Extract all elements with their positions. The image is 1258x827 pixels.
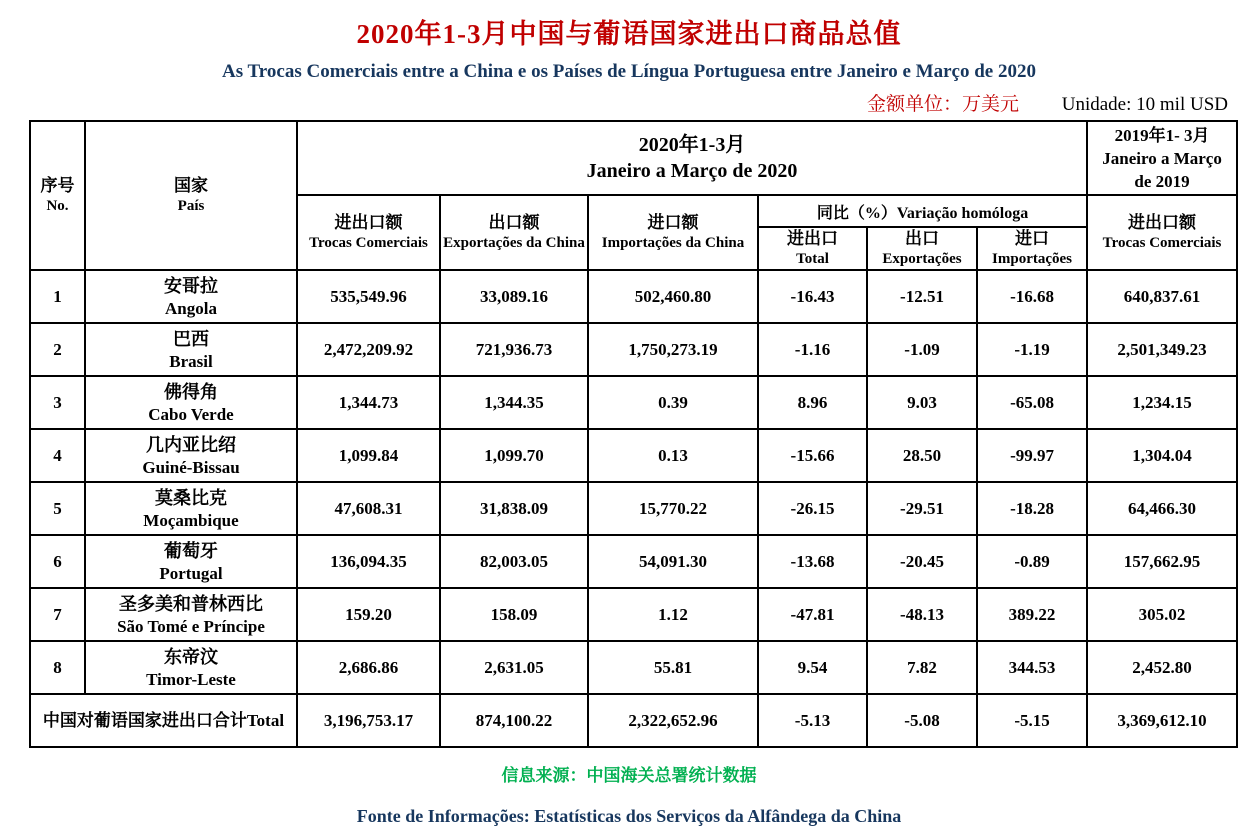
cell-yoy-imports: -65.08	[977, 376, 1087, 429]
cell-yoy-imports: -18.28	[977, 482, 1087, 535]
cell-trade-2019: 1,234.15	[1087, 376, 1237, 429]
cell-yoy-total: -13.68	[758, 535, 867, 588]
cell-yoy-imports: -0.89	[977, 535, 1087, 588]
cell-yoy-imports: -16.68	[977, 270, 1087, 323]
cell-yoy-exports: -5.08	[867, 694, 977, 747]
country-pt: Guiné-Bissau	[142, 457, 240, 477]
source-note-cn: 信息来源：中国海关总署统计数据	[501, 766, 757, 785]
col-header-trade-2020	[297, 195, 440, 270]
country-cn: 莫桑比克	[155, 487, 227, 508]
cell-exports: 33,089.16	[440, 270, 588, 323]
unit-line	[0, 89, 1258, 116]
cell-trade-2019: 1,304.04	[1087, 429, 1237, 482]
cell-exports: 2,631.05	[440, 641, 588, 694]
cell-trade-2019: 2,501,349.23	[1087, 323, 1237, 376]
cell-no: 1	[30, 270, 85, 323]
cell-trade: 136,094.35	[297, 535, 440, 588]
imports-pt: Importações da China	[601, 235, 745, 251]
page-subtitle: As Trocas Comerciais entre a China e os Países de Língua Portuguesa entre Janeiro e Março de 2020	[222, 61, 1036, 82]
cell-yoy-total: -1.16	[758, 323, 867, 376]
col-header-no	[30, 121, 85, 270]
cell-country	[85, 535, 297, 588]
cell-imports: 502,460.80	[588, 270, 758, 323]
unit-label-cn: 金额单位：万美元	[866, 94, 1019, 115]
country-cn: 葡萄牙	[164, 540, 218, 561]
table-row-angola	[30, 270, 1237, 323]
country-cn: 佛得角	[164, 381, 218, 402]
cell-imports: 0.39	[588, 376, 758, 429]
table-row-brasil	[30, 323, 1237, 376]
cell-total-label: 中国对葡语国家进出口合计Total	[30, 694, 297, 747]
cell-trade: 1,344.73	[297, 376, 440, 429]
cell-yoy-total: 9.54	[758, 641, 867, 694]
yoy-imports-cn: 进口	[1015, 229, 1050, 248]
cell-yoy-total: -15.66	[758, 429, 867, 482]
table-row-total	[30, 694, 1237, 747]
cell-exports: 874,100.22	[440, 694, 588, 747]
cell-trade-2019: 3,369,612.10	[1087, 694, 1237, 747]
table-row-sao-tome	[30, 588, 1237, 641]
cell-yoy-exports: -12.51	[867, 270, 977, 323]
country-pt: São Tomé e Príncipe	[117, 616, 265, 636]
country-pt: Portugal	[159, 563, 223, 583]
cell-exports: 1,099.70	[440, 429, 588, 482]
country-cn: 巴西	[173, 328, 209, 349]
cell-yoy-exports: 28.50	[867, 429, 977, 482]
cell-no: 5	[30, 482, 85, 535]
period-2019-line3: de 2019	[1134, 171, 1190, 191]
col-header-period-2019	[1087, 121, 1237, 195]
cell-country	[85, 270, 297, 323]
col-header-yoy-total	[758, 227, 867, 270]
cell-no: 6	[30, 535, 85, 588]
cell-yoy-total: -5.13	[758, 694, 867, 747]
cell-exports: 31,838.09	[440, 482, 588, 535]
table-row-timor-leste	[30, 641, 1237, 694]
cell-trade-2019: 640,837.61	[1087, 270, 1237, 323]
cell-imports: 1,750,273.19	[588, 323, 758, 376]
country-pt: Moçambique	[143, 510, 239, 530]
trade-2019-cn: 进出口额	[1128, 213, 1197, 232]
cell-no: 3	[30, 376, 85, 429]
cell-yoy-exports: 9.03	[867, 376, 977, 429]
yoy-total-pt: Total	[796, 251, 829, 267]
table-row-portugal	[30, 535, 1237, 588]
cell-trade: 2,686.86	[297, 641, 440, 694]
table-row-guine-bissau	[30, 429, 1237, 482]
cell-yoy-exports: -1.09	[867, 323, 977, 376]
cell-trade-2019: 305.02	[1087, 588, 1237, 641]
cell-yoy-exports: -20.45	[867, 535, 977, 588]
col-header-no-pt: No.	[46, 198, 69, 214]
cell-country	[85, 641, 297, 694]
cell-imports: 2,322,652.96	[588, 694, 758, 747]
col-header-yoy-imports	[977, 227, 1087, 270]
cell-trade: 159.20	[297, 588, 440, 641]
country-pt: Cabo Verde	[148, 404, 234, 424]
cell-exports: 158.09	[440, 588, 588, 641]
country-pt: Brasil	[169, 351, 213, 371]
exports-pt: Exportações da China	[443, 235, 585, 251]
table-row-mocambique	[30, 482, 1237, 535]
col-header-trade-2019	[1087, 195, 1237, 270]
trade-2019-pt: Trocas Comerciais	[1102, 235, 1222, 251]
cell-yoy-imports: -99.97	[977, 429, 1087, 482]
col-header-exports	[440, 195, 588, 270]
table-row-cabo-verde	[30, 376, 1237, 429]
cell-trade: 1,099.84	[297, 429, 440, 482]
col-header-yoy-exports	[867, 227, 977, 270]
unit-label-pt: Unidade: 10 mil USD	[1061, 94, 1228, 115]
trade-2020-pt: Trocas Comerciais	[309, 235, 428, 251]
period-2019-line2: Janeiro a Março	[1102, 148, 1222, 168]
yoy-exports-cn: 出口	[905, 229, 939, 248]
yoy-total-cn: 进出口	[787, 229, 838, 248]
col-header-yoy-group: 同比（%）Variação homóloga	[758, 195, 1087, 227]
country-cn: 安哥拉	[164, 275, 218, 296]
cell-trade: 2,472,209.92	[297, 323, 440, 376]
cell-exports: 82,003.05	[440, 535, 588, 588]
cell-yoy-total: 8.96	[758, 376, 867, 429]
cell-yoy-exports: -29.51	[867, 482, 977, 535]
cell-no: 2	[30, 323, 85, 376]
cell-yoy-imports: -5.15	[977, 694, 1087, 747]
imports-cn: 进口额	[647, 213, 699, 232]
country-pt: Timor-Leste	[146, 669, 236, 689]
country-cn: 圣多美和普林西比	[119, 593, 263, 614]
cell-imports: 15,770.22	[588, 482, 758, 535]
cell-imports: 55.81	[588, 641, 758, 694]
source-note-pt: Fonte de Informações: Estatísticas dos Serviços da Alfândega da China	[356, 806, 902, 826]
cell-imports: 1.12	[588, 588, 758, 641]
country-pt: Angola	[165, 298, 217, 318]
cell-trade: 3,196,753.17	[297, 694, 440, 747]
country-cn: 东帝汶	[164, 646, 218, 667]
cell-imports: 54,091.30	[588, 535, 758, 588]
header-row-1	[30, 121, 1237, 195]
cell-imports: 0.13	[588, 429, 758, 482]
cell-trade: 47,608.31	[297, 482, 440, 535]
trade-table	[29, 120, 1238, 748]
yoy-imports-pt: Importações	[992, 251, 1073, 267]
cell-yoy-imports: 389.22	[977, 588, 1087, 641]
col-header-country-pt: País	[177, 198, 205, 214]
cell-no: 4	[30, 429, 85, 482]
cell-yoy-imports: 344.53	[977, 641, 1087, 694]
col-header-country	[85, 121, 297, 270]
cell-yoy-exports: -48.13	[867, 588, 977, 641]
yoy-exports-pt: Exportações	[882, 251, 962, 267]
col-header-period-2020	[297, 121, 1087, 195]
cell-yoy-total: -26.15	[758, 482, 867, 535]
col-header-no-cn: 序号	[40, 176, 75, 195]
cell-country	[85, 588, 297, 641]
cell-yoy-imports: -1.19	[977, 323, 1087, 376]
cell-country	[85, 323, 297, 376]
cell-exports: 721,936.73	[440, 323, 588, 376]
cell-country	[85, 376, 297, 429]
cell-no: 7	[30, 588, 85, 641]
cell-yoy-total: -47.81	[758, 588, 867, 641]
period-2020-cn: 2020年1-3月	[638, 134, 746, 156]
cell-trade-2019: 157,662.95	[1087, 535, 1237, 588]
col-header-country-cn: 国家	[174, 176, 208, 195]
cell-yoy-total: -16.43	[758, 270, 867, 323]
cell-country	[85, 429, 297, 482]
cell-no: 8	[30, 641, 85, 694]
cell-exports: 1,344.35	[440, 376, 588, 429]
cell-trade-2019: 2,452.80	[1087, 641, 1237, 694]
period-2020-pt: Janeiro a Março de 2020	[586, 160, 798, 182]
exports-cn: 出口额	[488, 213, 540, 232]
trade-2020-cn: 进出口额	[334, 213, 403, 232]
cell-country	[85, 482, 297, 535]
cell-trade-2019: 64,466.30	[1087, 482, 1237, 535]
country-cn: 几内亚比绍	[146, 434, 236, 455]
page-title: 2020年1-3月中国与葡语国家进出口商品总值	[356, 19, 902, 49]
cell-trade: 535,549.96	[297, 270, 440, 323]
period-2019-line1: 2019年1- 3月	[1114, 125, 1210, 145]
col-header-imports	[588, 195, 758, 270]
page	[0, 12, 1258, 826]
cell-yoy-exports: 7.82	[867, 641, 977, 694]
